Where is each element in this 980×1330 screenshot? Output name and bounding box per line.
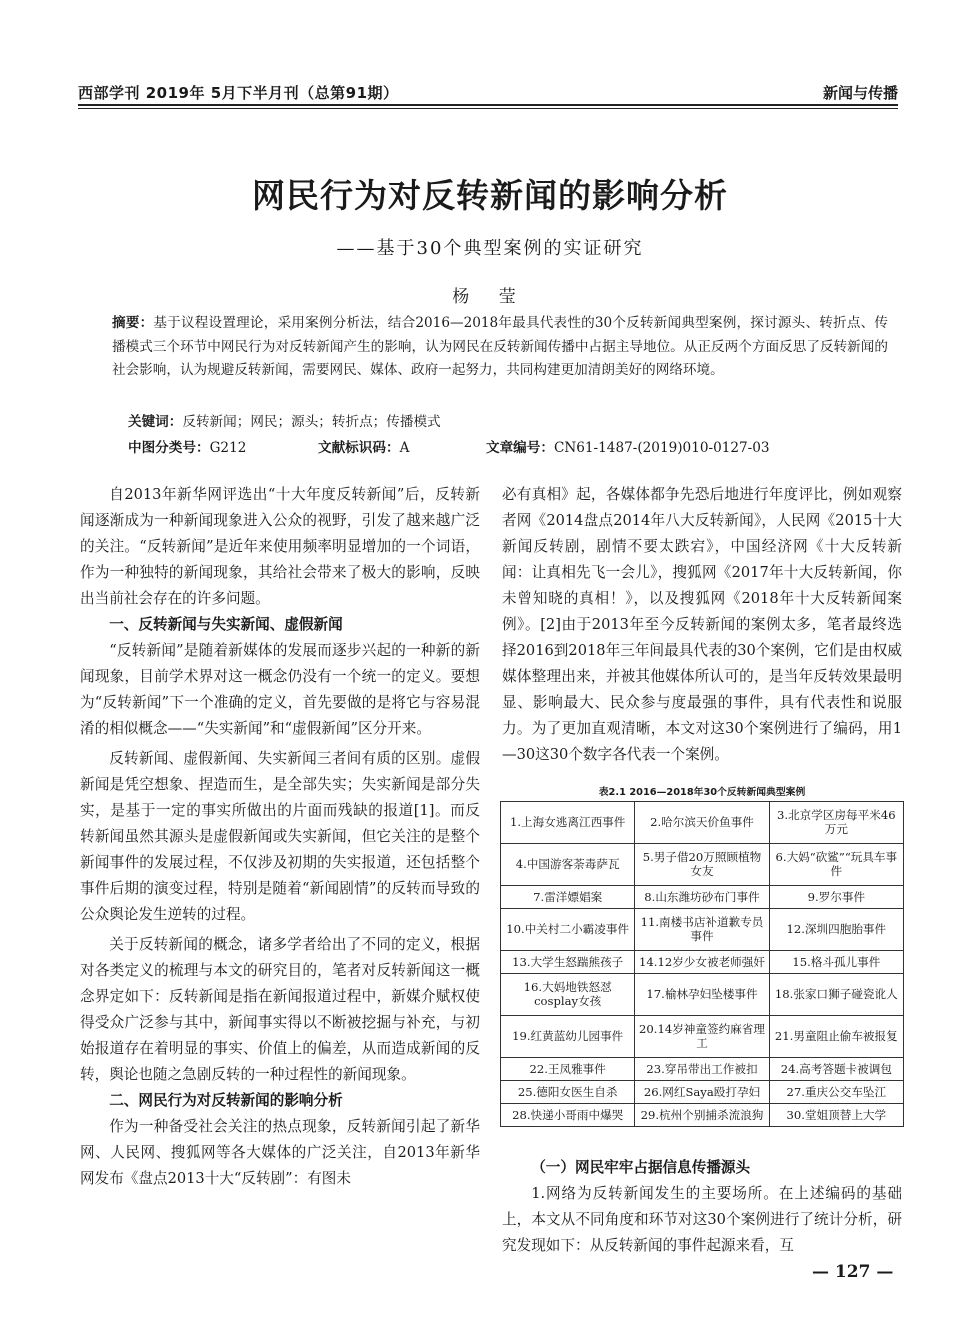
table-cell: 11.南楼书店补道歉专员事件: [635, 908, 769, 950]
keywords-label: 关键词：: [128, 414, 183, 430]
page-number: — 127 —: [812, 1262, 894, 1282]
body-column-left: [80, 482, 480, 1192]
article-number: [486, 436, 770, 456]
table-row: [501, 843, 904, 885]
body-paragraph: 自2013年新华网评选出“十大年度反转新闻”后，反转新闻逐渐成为一种新闻现象进入公众的视野，引发了越来越广泛的关注。“反转新闻”是近年来使用频率明显增加的一个词语，作为一种独特的新闻现象，其给社会带来了极大的影响，反映出当前社会存在的许多问题。: [80, 486, 480, 607]
table-row: [501, 802, 904, 844]
table-cell: 14.12岁少女被老师强奸: [635, 950, 769, 973]
article-subtitle: ——基于30个典型案例的实证研究: [336, 238, 644, 259]
subsection-heading: （一）网民牢牢占据信息传播源头: [531, 1159, 751, 1176]
classification: [128, 436, 246, 456]
section-heading-2: 二、网民行为对反转新闻的影响分析: [109, 1092, 343, 1109]
table-row: [501, 885, 904, 908]
table-cell: 3.北京学区房每平米46万元: [769, 802, 903, 844]
table-cell: 2.哈尔滨天价鱼事件: [635, 802, 769, 844]
abstract-text: 基于议程设置理论，采用案例分析法，结合2016—2018年最具代表性的30个反转新闻典型案例，探讨源头、转折点、传播模式三个环节中网民行为对反转新闻产生的影响，认为网民在反转新闻传播中占据主导地位。从正反两个方面反思了反转新闻的社会影响，认为规避反转新闻，需要网民、媒体、政府一起努力，共同构建更加清朗美好的网络环境。: [112, 315, 889, 378]
table-cell: 28.快递小哥雨中爆哭: [501, 1103, 635, 1126]
table-cell: 15.格斗孤儿事件: [769, 950, 903, 973]
table-cell: 22.王凤雅事件: [501, 1057, 635, 1080]
header-rule: [78, 104, 898, 106]
table-cell: 17.榆林孕妇坠楼事件: [635, 973, 769, 1015]
body-paragraph: 反转新闻、虚假新闻、失实新闻三者间有质的区别。虚假新闻是凭空想象、捏造而生，是全部失实；失实新闻是部分失实，是基于一定的事实所做出的片面而残缺的报道[1]。而反转新闻虽然其源头是虚假新闻或失实新闻，但它关注的是整个新闻事件的发展过程，不仅涉及初期的失实报道，还包括整个事件后期的演变过程，特别是随着“新闻剧情”的反转而导致的公众舆论发生逆转的过程。: [80, 750, 480, 923]
table-cell: 25.德阳女医生自杀: [501, 1080, 635, 1103]
body-paragraph: 必有真相》起，各媒体都争先恐后地进行年度评比，例如观察者网《2014盘点2014年八大反转新闻》，人民网《2015十大新闻反转剧，剧情不要太跌宕》，中国经济网《十大反转新闻：让真相先飞一会儿》，搜狐网《2017年十大反转新闻，你未曾知晓的真相！》，以及搜狐网《2018年十大反转新闻案例》。[2]由于2013年至今反转新闻的案例太多，笔者最终选择2016到2018年三年间最具代表的30个案例，它们是由权威媒体整理出来，并被其他媒体所认可的，是当年反转效果最明显、影响最大、民众参与度最强的事件，具有代表性和说服力。为了更加直观清晰，本文对这30个案例进行了编码，用1—30这30个数字各代表一个案例。: [502, 486, 902, 763]
classification-value: G212: [209, 440, 247, 456]
article-author: 杨 莹: [452, 287, 528, 307]
section-heading-1: 一、反转新闻与失实新闻、虚假新闻: [109, 616, 343, 633]
body-paragraph: 1.网络为反转新闻发生的主要场所。在上述编码的基础上，本文从不同角度和环节对这30个案例进行了统计分析，研究发现如下：从反转新闻的事件起源来看，互: [502, 1185, 902, 1254]
body-column-right: [502, 482, 902, 768]
table-row: [501, 1103, 904, 1126]
table-cell: 4.中国游客荼毒萨瓦: [501, 843, 635, 885]
table-caption: 表2.1 2016—2018年30个反转新闻典型案例: [598, 787, 806, 798]
table-cell: 9.罗尔事件: [769, 885, 903, 908]
doc-code-label: 文献标识码：: [318, 440, 400, 456]
table-cell: 20.14岁神童签约麻省理工: [635, 1015, 769, 1057]
article-number-label: 文章编号：: [486, 440, 554, 456]
keywords: [128, 410, 441, 430]
header-rule-thin: [78, 108, 898, 109]
journal-issue: 西部学刊 2019年 5月下半月刊（总第91期）: [78, 84, 399, 102]
table-row: [501, 1057, 904, 1080]
body-paragraph: 作为一种备受社会关注的热点现象，反转新闻引起了新华网、人民网、搜狐网等各大媒体的广泛关注，自2013年新华网发布《盘点2013十大“反转剧”：有图未: [80, 1118, 480, 1187]
table-cell: 24.高考答题卡被调包: [769, 1057, 903, 1080]
keywords-text: 反转新闻；网民；源头；转折点；传播模式: [182, 414, 441, 430]
table-row: [501, 1015, 904, 1057]
cases-table-body: [501, 802, 904, 1127]
table-cell: 27.重庆公交车坠江: [769, 1080, 903, 1103]
table-cell: 7.雷洋嫖娼案: [501, 885, 635, 908]
table-row: [501, 950, 904, 973]
table-cell: 23.穿吊带出工作被扣: [635, 1057, 769, 1080]
table-cell: 19.红黄蓝幼儿园事件: [501, 1015, 635, 1057]
table-cell: 30.堂姐顶替上大学: [769, 1103, 903, 1126]
table-cell: 6.大妈“砍鲨”“玩具车事件: [769, 843, 903, 885]
table-row: [501, 908, 904, 950]
running-header: [78, 82, 898, 104]
table-cell: 10.中关村二小霸凌事件: [501, 908, 635, 950]
table-cell: 1.上海女逃离江西事件: [501, 802, 635, 844]
article-number-value: CN61-1487-(2019)010-0127-03: [553, 440, 770, 456]
body-paragraph: 关于反转新闻的概念，诸多学者给出了不同的定义，根据对各类定义的梳理与本文的研究目的，笔者对反转新闻这一概念界定如下：反转新闻是指在新闻报道过程中，新媒介赋权使得受众广泛参与其中，新闻事实得以不断被挖掘与补充，与初始报道存在着明显的事实、价值上的偏差，从而造成新闻的反转，舆论也随之急剧反转的一种过程性的新闻现象。: [80, 936, 480, 1083]
classification-label: 中图分类号：: [128, 440, 210, 456]
body-column-right-lower: [502, 1155, 902, 1259]
table-cell: 16.大妈地铁怒怼cosplay女孩: [501, 973, 635, 1015]
table-cell: 26.网红Saya殴打孕妇: [635, 1080, 769, 1103]
cases-table: [500, 801, 904, 1127]
article-title: 网民行为对反转新闻的影响分析: [252, 176, 728, 215]
table-cell: 18.张家口狮子碰瓷讹人: [769, 973, 903, 1015]
table-cell: 8.山东潍坊砂布门事件: [635, 885, 769, 908]
doc-code: [318, 436, 409, 456]
table-cell: 5.男子借20万照顾植物女友: [635, 843, 769, 885]
doc-code-value: A: [399, 440, 410, 456]
body-paragraph: “反转新闻”是随着新媒体的发展而逐步兴起的一种新的新闻现象，目前学术界对这一概念仍没有一个统一的定义。要想为“反转新闻”下一个准确的定义，首先要做的是将它与容易混淆的相似概念——“失实新闻”和“虚假新闻”区分开来。: [80, 642, 480, 737]
table-cell: 21.男童阻止偷车被报复: [769, 1015, 903, 1057]
abstract: [112, 312, 888, 383]
table-row: [501, 973, 904, 1015]
table-cell: 29.杭州个别捕杀流浪狗: [635, 1103, 769, 1126]
section-name: 新闻与传播: [822, 84, 898, 102]
table-row: [501, 1080, 904, 1103]
table-cell: 13.大学生怒踹熊孩子: [501, 950, 635, 973]
table-cell: 12.深圳四胞胎事件: [769, 908, 903, 950]
abstract-label: 摘要：: [112, 315, 154, 331]
